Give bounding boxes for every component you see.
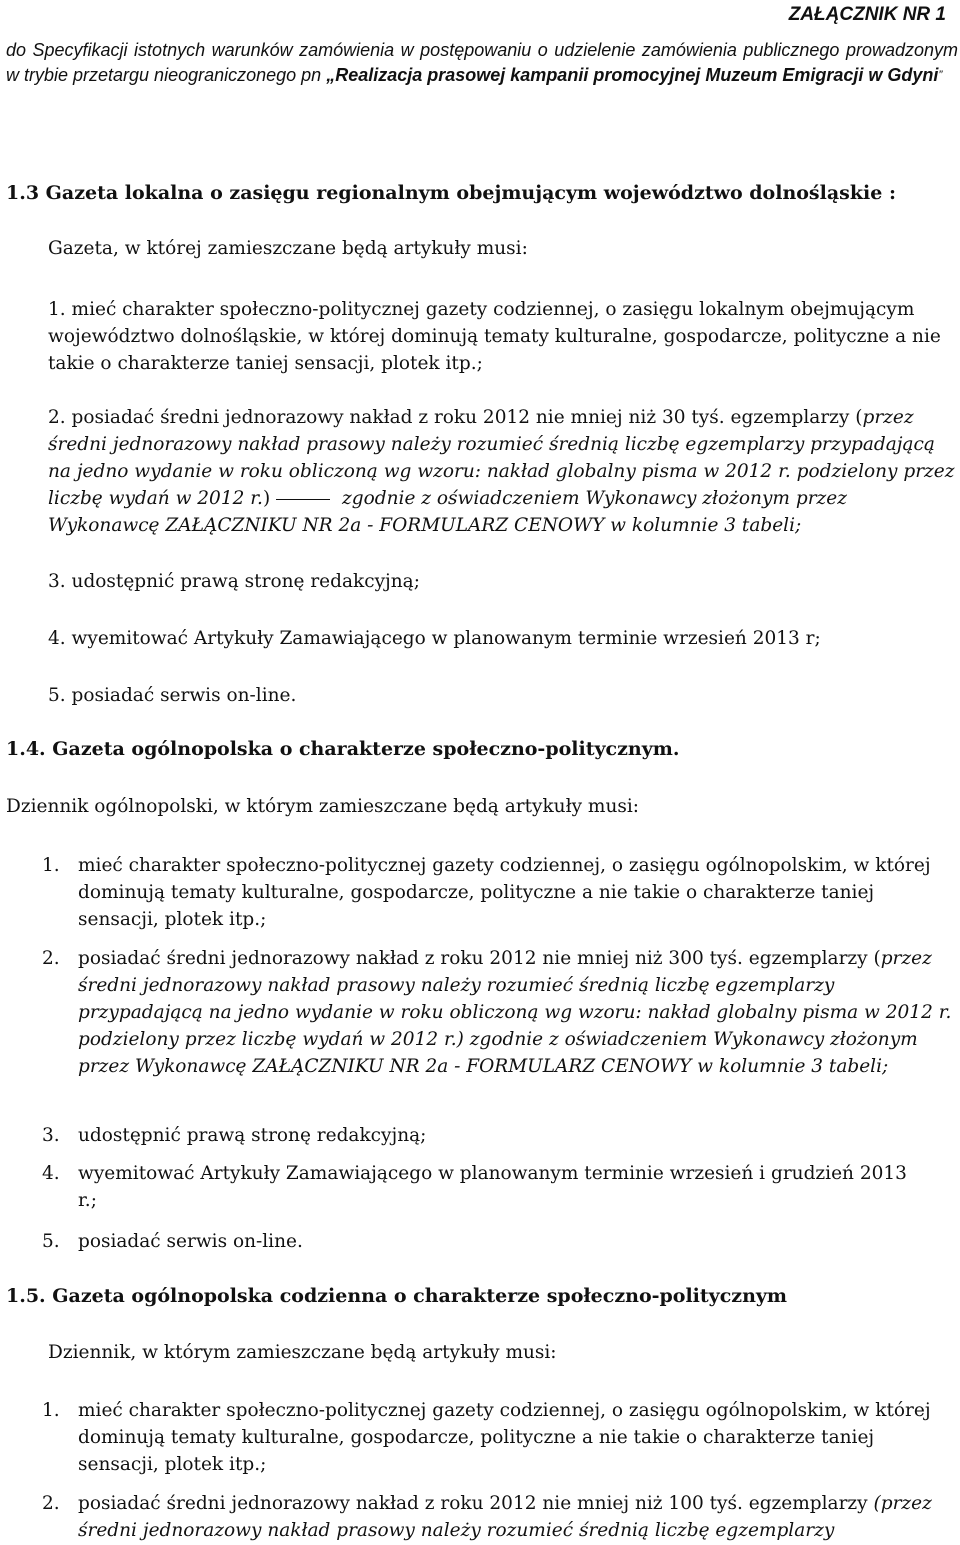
section-1-5-heading: 1.5. Gazeta ogólnopolska codzienna o charakterze społeczno-politycznym: [6, 1285, 788, 1307]
item-text: udostępnić prawą stronę redakcyjną;: [78, 1125, 427, 1146]
section-1-5-item-1: [42, 1397, 958, 1478]
item-text: posiadać serwis on-line.: [78, 1231, 303, 1252]
item-2-compliance: zgodnie z oświadczeniem Wykonawcy złożonym przez Wykonawcę ZAŁĄCZNIKU NR 2a - FORMULARZ CENOWY w kolumnie 3 tabeli;: [48, 488, 847, 536]
item-text: mieć charakter społeczno-politycznej gazety codziennej, o zasięgu ogólnopolskim, w której dominują tematy kulturalne, gospodarcze, polityczne a nie takie o charakterze taniej sensacji, plotek itp.;: [78, 855, 931, 930]
item-number: 4.: [42, 1163, 60, 1184]
item-2-text: posiadać średni jednorazowy nakład z roku 2012 nie mniej niż 300 tyś. egzemplarzy (: [78, 948, 881, 969]
item-text: [78, 945, 958, 1080]
item-2-definition: przez średni jednorazowy nakład prasowy należy rozumieć średnią liczbę egzemplarzy przypadającą na jedno wydanie w roku obliczoną wg wzoru: nakład globalny pisma w 2012 r. podzielony przez liczbę wydań w 2012 r.) zgodnie z oświadczeniem Wykonawcy złożonym przez Wykonawcę ZAŁĄCZNIKU NR 2a - FORMULARZ CENOWY w kolumnie 3 tabeli;: [78, 948, 952, 1077]
section-1-4-item-3: [42, 1122, 958, 1149]
spec-intro: do Specyfikacji istotnych warunków zamówienia w postępowaniu o udzielenie zamówienia publicznego prowadzonym w trybie przetargu nieograniczonego pn: [6, 40, 958, 85]
section-1-3-item-1: 1. mieć charakter społeczno-politycznej gazety codziennej, o zasięgu lokalnym obejmującym województwo dolnośląskie, w której dominują tematy kulturalne, gospodarcze, polityczne a nie takie o charakterze taniej sensacji, plotek itp.;: [48, 299, 941, 374]
section-1-3-item-4: 4. wyemitować Artykuły Zamawiającego w planowanym terminie wrzesień 2013 r;: [48, 628, 821, 649]
section-1-5-intro: Dziennik, w którym zamieszczane będą artykuły musi:: [48, 1342, 557, 1363]
section-1-5-item-2: [42, 1490, 958, 1544]
section-1-3-heading: 1.3 Gazeta lokalna o zasięgu regionalnym obejmującym województwo dolnośląskie :: [6, 182, 896, 204]
item-2-close-paren: ): [262, 488, 271, 509]
item-number: 5.: [42, 1231, 60, 1252]
section-1-4-heading: 1.4. Gazeta ogólnopolska o charakterze społeczno-politycznym.: [6, 738, 680, 760]
item-number: 2.: [42, 948, 60, 969]
spec-title: „Realizacja prasowej kampanii promocyjnej Muzeum Emigracji w Gdyni: [326, 65, 939, 85]
item-number: 1.: [42, 1400, 60, 1421]
section-1-3-item-3: 3. udostępnić prawą stronę redakcyjną;: [48, 571, 420, 592]
section-1-3-item-2: [48, 404, 958, 539]
attachment-label: ZAŁĄCZNIK NR 1: [788, 4, 946, 25]
item-number: 3.: [42, 1125, 60, 1146]
item-2-definition: przez średni jednorazowy nakład prasowy należy rozumieć średnią liczbę egzemplarzy przypadającą na jedno wydanie w roku obliczoną wg wzoru: nakład globalny pisma w 2012 r. podzielony przez liczbę wydań w 2012 r.: [48, 407, 955, 509]
section-1-4-item-2: [42, 945, 958, 1105]
section-1-4-item-4: [42, 1160, 922, 1214]
item-text: wyemitować Artykuły Zamawiającego w planowanym terminie wrzesień i grudzień 2013 r.;: [78, 1163, 907, 1211]
section-1-3-intro: Gazeta, w której zamieszczane będą artykuły musi:: [48, 238, 528, 259]
section-1-3-item-5: 5. posiadać serwis on-line.: [48, 685, 297, 706]
item-text: mieć charakter społeczno-politycznej gazety codziennej, o zasięgu ogólnopolskim, w której dominują tematy kulturalne, gospodarcze, polityczne a nie takie o charakterze taniej sensacji, plotek itp.;: [78, 1400, 931, 1475]
dash-rule: [276, 499, 330, 500]
section-1-4-item-1: [42, 852, 958, 933]
item-number: 2.: [42, 1493, 60, 1514]
item-number: 1.: [42, 855, 60, 876]
item-2-text: 2. posiadać średni jednorazowy nakład z roku 2012 nie mniej niż 30 tyś. egzemplarzy (: [48, 407, 863, 428]
section-1-4-item-5: [42, 1228, 958, 1255]
item-2-definition: (przez średni jednorazowy nakład prasowy należy rozumieć średnią liczbę egzemplarzy: [78, 1493, 932, 1541]
item-2-text: posiadać średni jednorazowy nakład z roku 2012 nie mniej niż 100 tyś. egzemplarzy: [78, 1493, 868, 1514]
section-1-4-intro: Dziennik ogólnopolski, w którym zamieszczane będą artykuły musi:: [6, 796, 640, 817]
spec-closing-quote: ”: [938, 68, 943, 82]
item-text: [78, 1490, 958, 1544]
specification-reference: [6, 38, 958, 88]
